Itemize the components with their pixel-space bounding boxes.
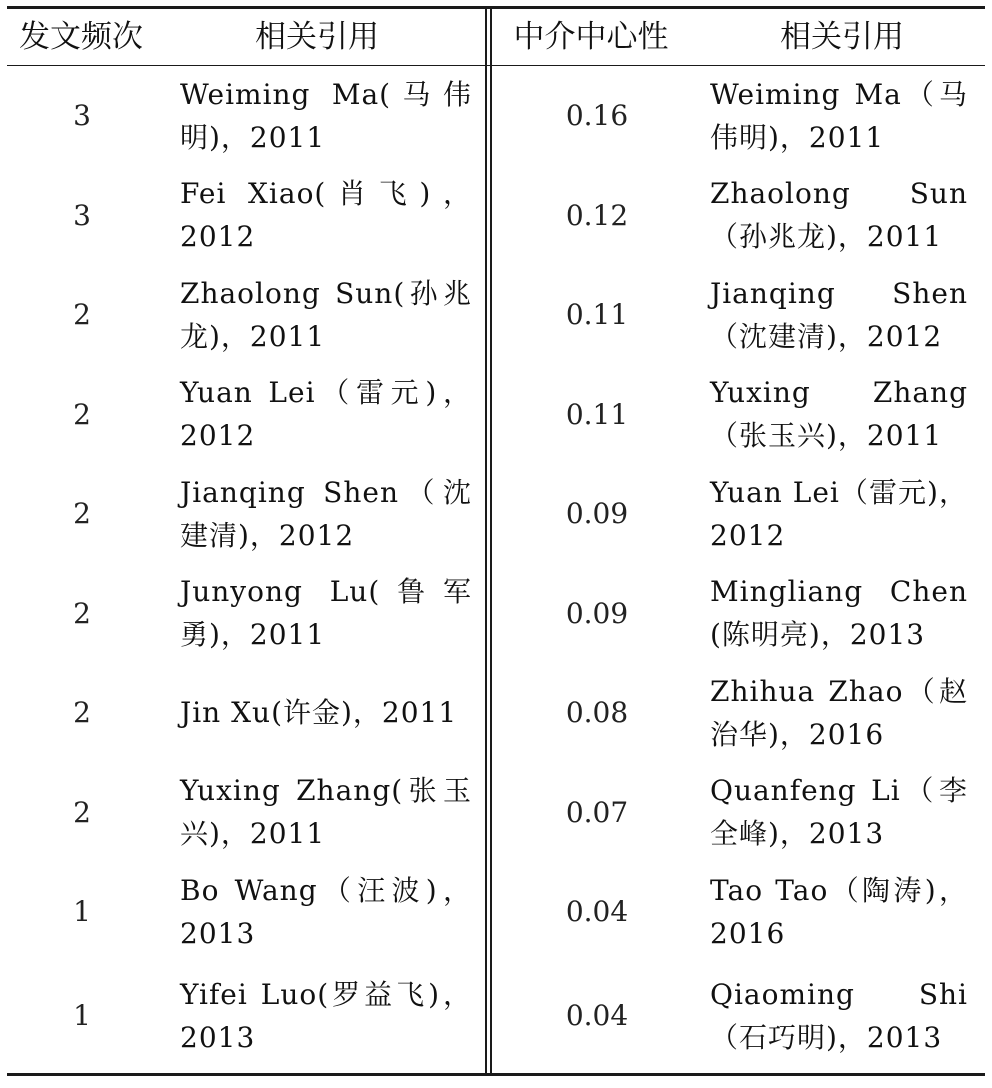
frequency-cell: 1 bbox=[73, 895, 91, 929]
citation-right-cell: Jianqing Shen（沈建清)，2012 bbox=[710, 276, 968, 353]
centrality-cell: 0.07 bbox=[565, 795, 629, 829]
citation-left-cell: Bo Wang（汪波)，2013 bbox=[180, 873, 472, 950]
centrality-cell: 0.04 bbox=[565, 999, 629, 1032]
citation-left-cell: Jin Xu(许金)，2011 bbox=[180, 696, 458, 730]
table-row bbox=[7, 365, 985, 465]
citation-right-cell: Quanfeng Li（李全峰)，2013 bbox=[710, 774, 968, 851]
frequency-cell: 3 bbox=[73, 99, 91, 133]
frequency-cell: 2 bbox=[73, 696, 91, 730]
citation-left-cell: Junyong Lu(鲁军勇)，2011 bbox=[180, 575, 472, 652]
table-row bbox=[7, 564, 985, 664]
header-citation-left: 相关引用 bbox=[255, 19, 379, 55]
table-row bbox=[7, 862, 985, 962]
citation-left-cell: Jianqing Shen（沈建清)，2012 bbox=[180, 475, 472, 552]
header-frequency: 发文频次 bbox=[19, 19, 143, 55]
centrality-cell: 0.09 bbox=[565, 596, 629, 630]
citation-right-cell: Mingliang Chen (陈明亮)，2013 bbox=[710, 575, 968, 652]
frequency-cell: 1 bbox=[73, 999, 91, 1032]
citation-right-cell: Yuan Lei（雷元)，2012 bbox=[710, 475, 968, 552]
frequency-cell: 3 bbox=[73, 198, 91, 232]
table-row bbox=[7, 166, 985, 266]
centrality-cell: 0.09 bbox=[565, 497, 629, 531]
table-row bbox=[7, 66, 985, 166]
centrality-cell: 0.12 bbox=[565, 198, 629, 232]
table-header bbox=[7, 9, 985, 66]
centrality-cell: 0.08 bbox=[565, 696, 629, 730]
citation-left-cell: Zhaolong Sun(孙兆龙)，2011 bbox=[180, 276, 472, 353]
frequency-cell: 2 bbox=[73, 497, 91, 531]
citation-right-cell: Tao Tao（陶涛)，2016 bbox=[710, 873, 968, 950]
citation-left-cell: Fei Xiao(肖飞)，2012 bbox=[180, 177, 472, 254]
centrality-cell: 0.04 bbox=[565, 895, 629, 929]
centrality-cell: 0.16 bbox=[565, 99, 629, 133]
table-row bbox=[7, 464, 985, 564]
citation-left-cell: Yifei Luo(罗益飞)，2013 bbox=[180, 977, 472, 1054]
frequency-cell: 2 bbox=[73, 298, 91, 332]
header-citation-right: 相关引用 bbox=[780, 19, 904, 55]
centrality-cell: 0.11 bbox=[565, 298, 629, 332]
citation-right-cell: Qiaoming Shi（石巧明)，2013 bbox=[710, 977, 968, 1054]
frequency-cell: 2 bbox=[73, 397, 91, 431]
citation-left-cell: Yuxing Zhang(张玉兴)，2011 bbox=[180, 774, 472, 851]
citation-table bbox=[7, 6, 985, 1076]
table-row bbox=[7, 663, 985, 763]
table-row bbox=[7, 763, 985, 863]
citation-right-cell: Zhaolong Sun（孙兆龙)，2011 bbox=[710, 177, 968, 254]
citation-right-cell: Yuxing Zhang（张玉兴)，2011 bbox=[710, 376, 968, 453]
citation-left-cell: Weiming Ma(马伟明)，2011 bbox=[180, 77, 472, 154]
citation-right-cell: Weiming Ma（马伟明)，2011 bbox=[710, 77, 968, 154]
centrality-cell: 0.11 bbox=[565, 397, 629, 431]
citation-right-cell: Zhihua Zhao（赵治华)，2016 bbox=[710, 674, 968, 751]
header-centrality: 中介中心性 bbox=[513, 19, 669, 55]
citation-left-cell: Yuan Lei（雷元)，2012 bbox=[180, 376, 472, 453]
frequency-cell: 2 bbox=[73, 596, 91, 630]
frequency-cell: 2 bbox=[73, 795, 91, 829]
table-row bbox=[7, 962, 985, 1070]
table-row bbox=[7, 265, 985, 365]
